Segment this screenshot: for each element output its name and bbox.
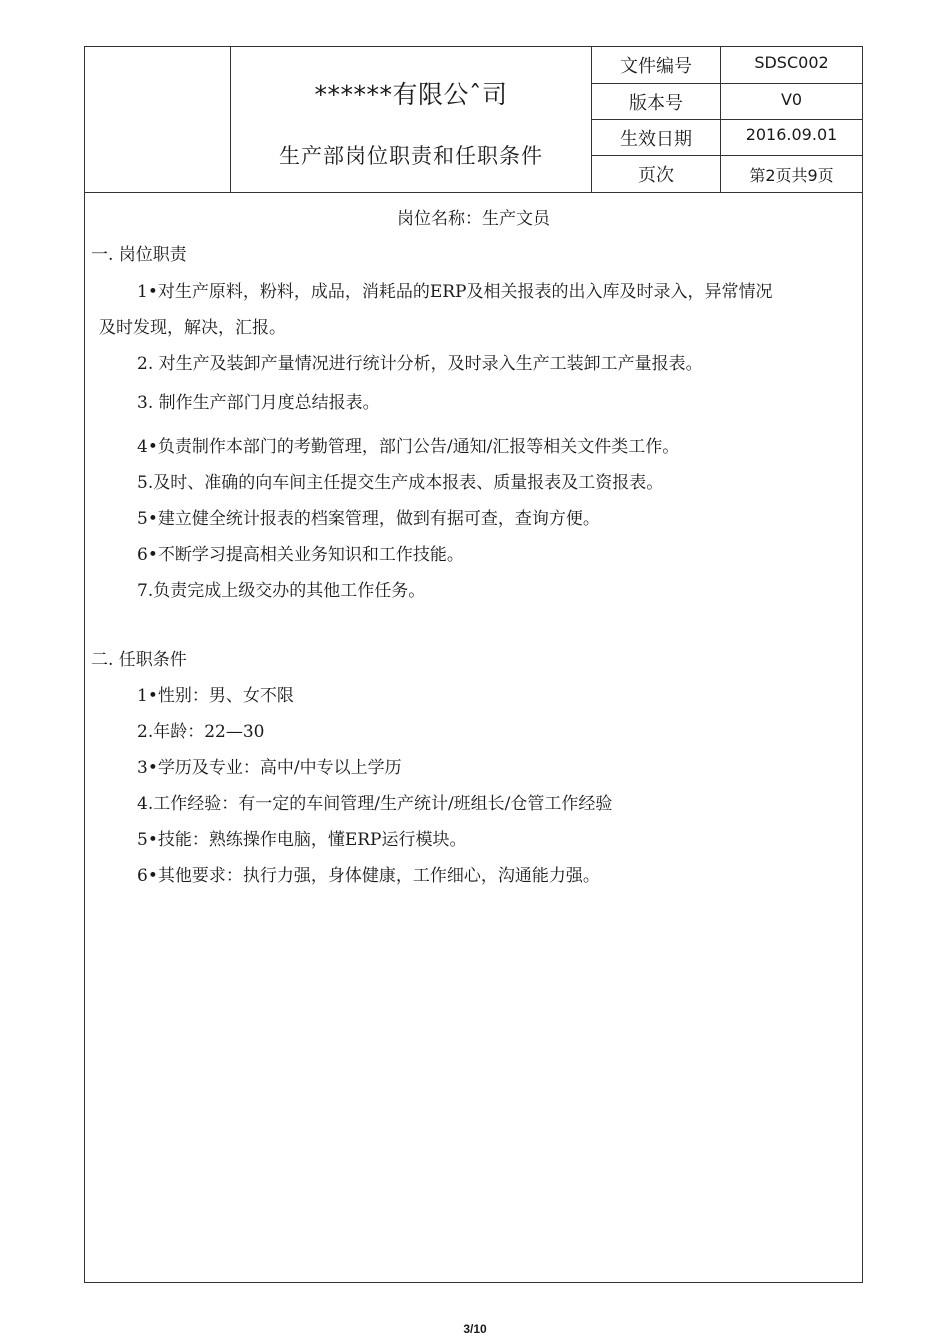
list-item: 4.工作经验：有一定的车间管理/生产统计/班组长/仓管工作经验 — [137, 794, 613, 814]
document-header — [85, 47, 862, 193]
meta-value: 2016.09.01 — [745, 125, 838, 144]
meta-key: 生效日期 — [592, 120, 721, 155]
company-name: ******有限公ˆ司 — [314, 80, 508, 109]
title-cell — [231, 47, 592, 192]
page-indicator: 3/10 — [463, 1322, 487, 1336]
post-name: 岗位名称：生产文员 — [397, 209, 550, 229]
meta-row-effective-date — [592, 120, 862, 156]
list-item: 5.及时、准确的向车间主任提交生产成本报表、质量报表及工资报表。 — [137, 473, 664, 493]
list-item: 7.负责完成上级交办的其他工作任务。 — [137, 581, 426, 601]
meta-value: SDSC002 — [754, 53, 829, 72]
section-heading-duties: 一. 岗位职责 — [91, 245, 187, 265]
meta-row-version — [592, 84, 862, 120]
list-item: 1•性别：男、女不限 — [137, 686, 294, 706]
document-title: 生产部岗位职责和任职条件 — [279, 144, 543, 168]
list-item: 3. 制作生产部门月度总结报表。 — [137, 393, 380, 413]
meta-key: 页次 — [592, 156, 721, 192]
list-item: 4•负责制作本部门的考勤管理，部门公告/通知/汇报等相关文件类工作。 — [137, 437, 680, 457]
meta-value: 第2页共9页 — [749, 165, 834, 185]
list-item: 1•对生产原料，粉料，成品，消耗品的ERP及相关报表的出入库及时录入，异常情况 — [137, 282, 773, 302]
list-item: 5•建立健全统计报表的档案管理，做到有据可查，查询方便。 — [137, 509, 600, 529]
meta-key: 文件编号 — [592, 47, 721, 83]
list-item: 6•不断学习提高相关业务知识和工作技能。 — [137, 545, 464, 565]
meta-key: 版本号 — [592, 84, 721, 119]
meta-row-page — [592, 156, 862, 192]
section-heading-requirements: 二. 任职条件 — [91, 650, 187, 670]
meta-value: V0 — [780, 90, 803, 109]
list-item: 3•学历及专业：高中/中专以上学历 — [137, 758, 402, 778]
list-item: 及时发现，解决，汇报。 — [99, 318, 286, 338]
logo-cell — [85, 47, 231, 192]
document-meta-table — [592, 47, 862, 192]
list-item: 6•其他要求：执行力强，身体健康，工作细心，沟通能力强。 — [137, 866, 600, 886]
list-item: 2.年龄：22—30 — [137, 722, 265, 742]
list-item: 2. 对生产及装卸产量情况进行统计分析，及时录入生产工装卸工产量报表。 — [137, 354, 703, 374]
list-item: 5•技能：熟练操作电脑，懂ERP运行模块。 — [137, 830, 467, 850]
document-frame — [84, 46, 863, 1283]
meta-row-file-number — [592, 47, 862, 84]
